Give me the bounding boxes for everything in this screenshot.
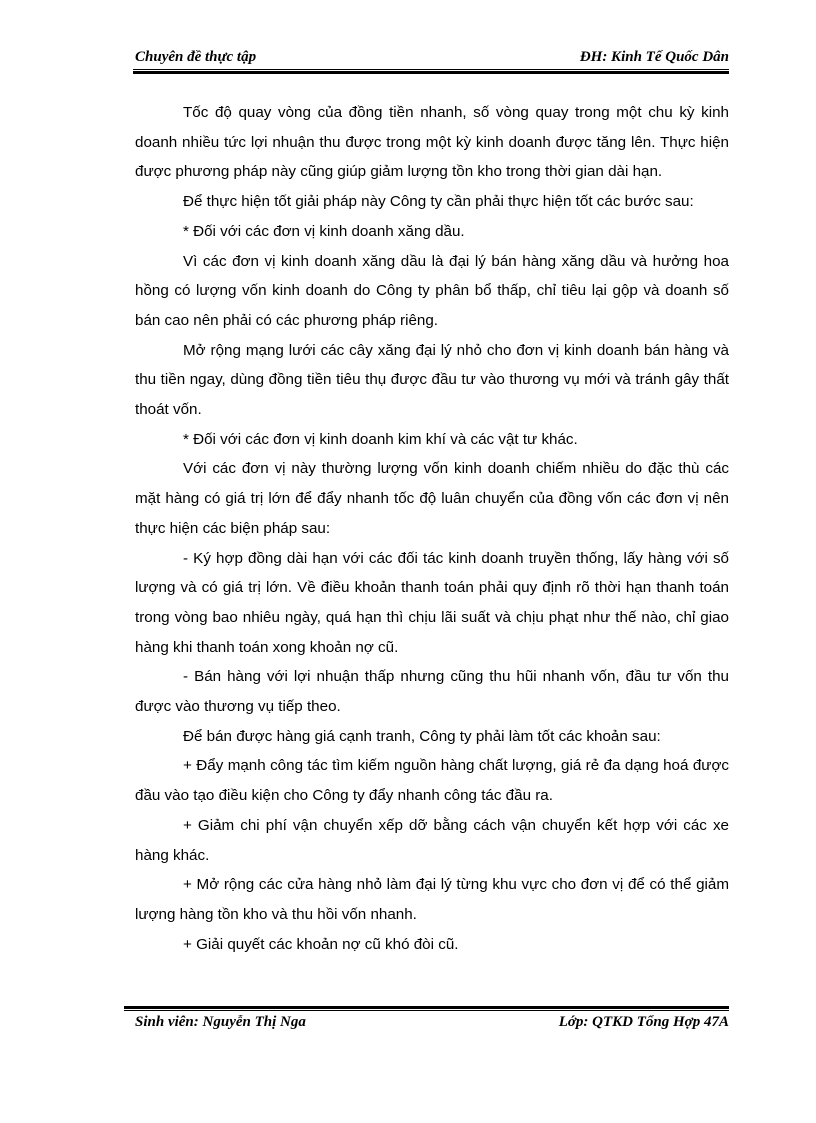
body-paragraph: - Bán hàng với lợi nhuận thấp nhưng cũng thu hũi nhanh vốn, đầu tư vốn thu được vào thương vụ tiếp theo.: [135, 668, 729, 716]
header-university: ĐH: Kinh Tế Quốc Dân: [579, 49, 729, 65]
body-paragraph: Tốc độ quay vòng của đồng tiền nhanh, số vòng quay trong một chu kỳ kinh doanh nhiều tức lợi nhuận thu được trong một kỳ kinh doanh được tăng lên. Thực hiện được phương pháp này cũng giúp giảm lượng tồn kho trong thời gian dài hạn.: [135, 104, 729, 181]
body-paragraph: + Giảm chi phí vận chuyển xếp dỡ bằng cách vận chuyển kết hợp với các xe hàng khác.: [135, 816, 729, 864]
footer-rule: [124, 1006, 729, 1011]
body-paragraph: + Đẩy mạnh công tác tìm kiếm nguồn hàng chất lượng, giá rẻ đa dạng hoá được đầu vào tạo điều kiện cho Công ty đẩy nhanh công tác đầu ra.: [135, 757, 729, 805]
header-report-title: Chuyên đề thực tập: [135, 49, 257, 65]
body-paragraph: Với các đơn vị này thường lượng vốn kinh doanh chiếm nhiều do đặc thù các mặt hàng có giá trị lớn để đẩy nhanh tốc độ luân chuyển của đồng vốn các đơn vị nên thực hiện các biện pháp sau:: [135, 460, 729, 537]
body-paragraph: * Đối với các đơn vị kinh doanh kim khí và các vật tư khác.: [183, 430, 578, 448]
header-rule: [133, 69, 729, 74]
body-paragraph: Vì các đơn vị kinh doanh xăng dầu là đại lý bán hàng xăng dầu và hưởng hoa hồng có lượng vốn kinh doanh do Công ty phân bổ thấp, chỉ tiêu lại gộp và doanh số bán cao nên phải có các phương pháp riêng.: [135, 252, 729, 329]
body-paragraph: + Giải quyết các khoản nợ cũ khó đòi cũ.: [183, 935, 459, 953]
footer-student-name: Sinh viên: Nguyễn Thị Nga: [135, 1014, 306, 1030]
body-paragraph: Để bán được hàng giá cạnh tranh, Công ty phải làm tốt các khoản sau:: [183, 727, 661, 745]
body-paragraph: + Mở rộng các cửa hàng nhỏ làm đại lý từng khu vực cho đơn vị để có thể giảm lượng hàng tồn kho và thu hồi vốn nhanh.: [135, 876, 729, 923]
page-footer: [135, 1014, 729, 1031]
body-paragraph: Để thực hiện tốt giải pháp này Công ty cần phải thực hiện tốt các bước sau:: [183, 193, 694, 211]
document-body: [135, 98, 729, 959]
body-paragraph: - Ký hợp đồng dài hạn với các đối tác kinh doanh truyền thống, lấy hàng với số lượng và có giá trị lớn. Về điều khoản thanh toán phải quy định rõ thời hạn thanh toán trong vòng bao nhiêu ngày, quá hạn thì chịu lãi suất và chịu phạt như thế nào, chỉ giao hàng khi thanh toán xong khoản nợ cũ.: [135, 549, 729, 656]
body-paragraph: * Đối với các đơn vị kinh doanh xăng dầu.: [183, 222, 465, 240]
page-header: [135, 49, 729, 66]
footer-class-name: Lớp: QTKD Tổng Hợp 47A: [558, 1014, 729, 1030]
body-paragraph: Mở rộng mạng lưới các cây xăng đại lý nhỏ cho đơn vị kinh doanh bán hàng và thu tiền ngay, dùng đồng tiền tiêu thụ được đầu tư vào thương vụ mới và tránh gây thất thoát vốn.: [135, 341, 729, 419]
